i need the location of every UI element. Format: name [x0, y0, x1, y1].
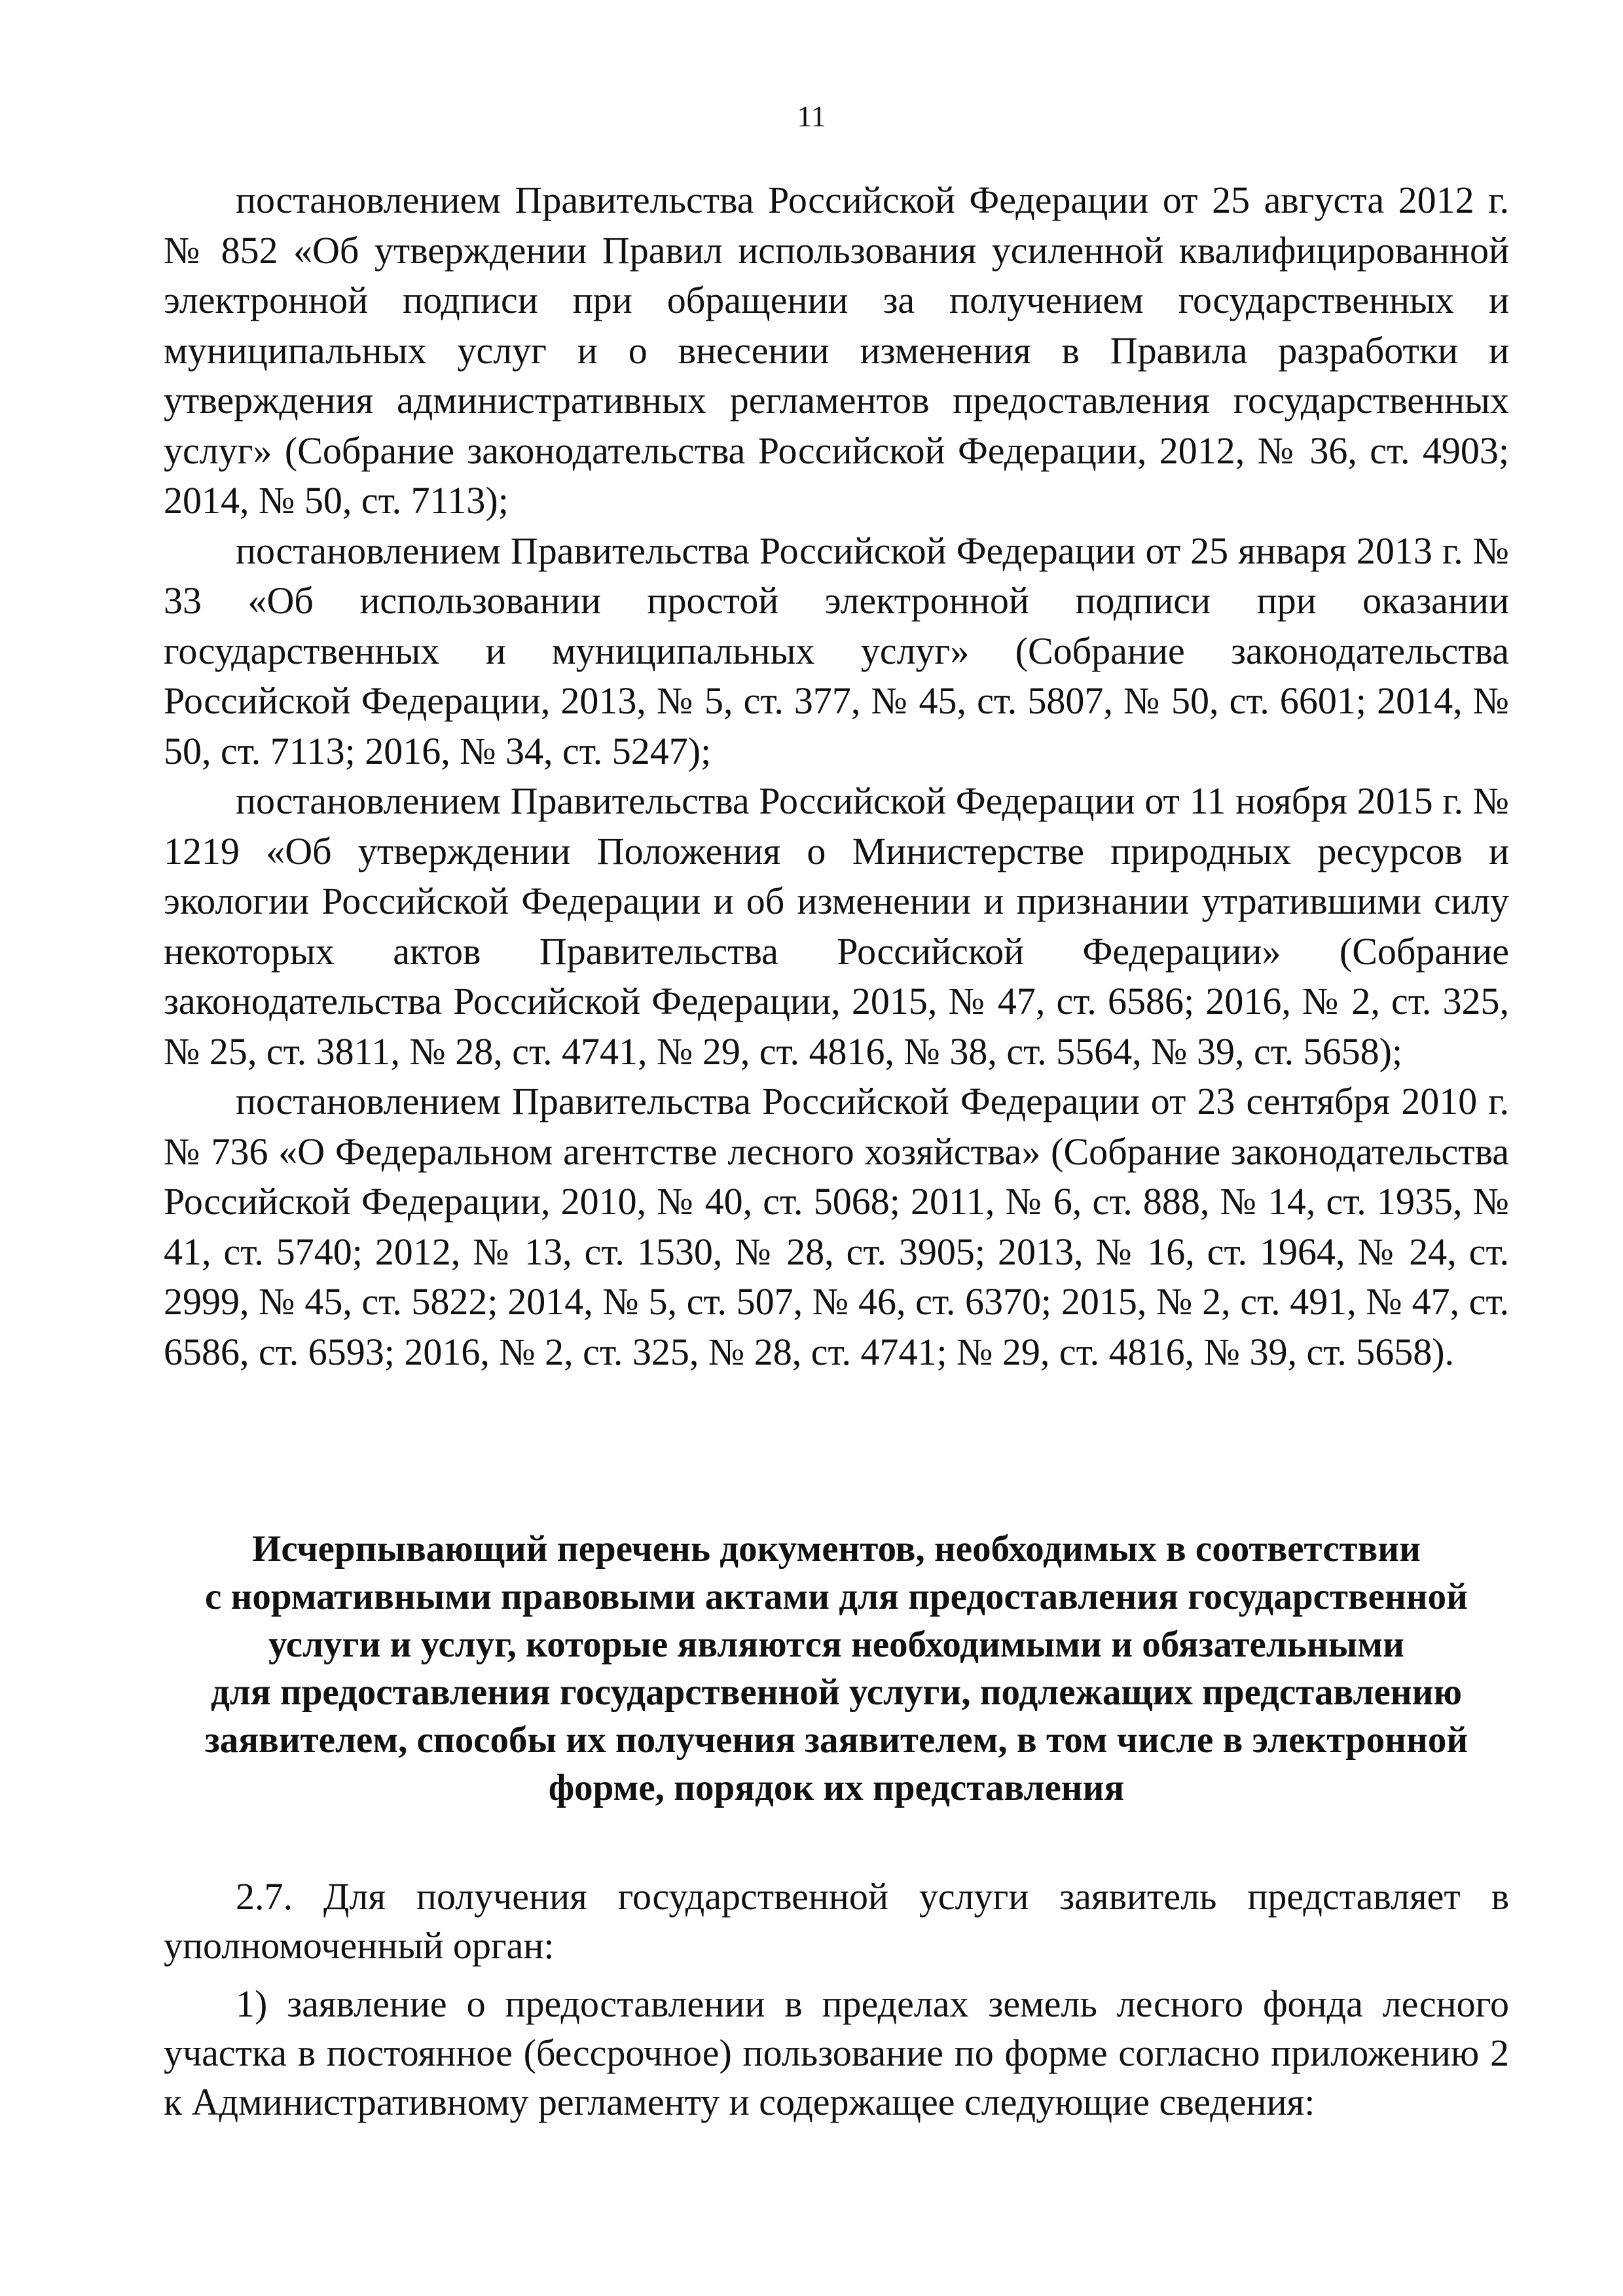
heading-line-1: Исчерпывающий перечень документов, необходимых в соответствии [251, 1528, 1421, 1570]
reference-paragraph-3: постановлением Правительства Российской Федерации от 11 ноября 2015 г. № 1219 «Об утверждении Положения о Министерстве природных ресурсов и экологии Российской Федерации и об изменении и признании утратившими силу некоторых актов Правительства Российской Федерации» (Собрание законодательства Российской Федерации, 2015, № 47, ст. 6586; 2016, № 2, ст. 325, № 25, ст. 3811, № 28, ст. 4741, № 29, ст. 4816, № 38, ст. 5564, № 39, ст. 5658); [164, 780, 1509, 1073]
legal-references [164, 175, 1509, 1377]
heading-line-5: заявителем, способы их получения заявителем, в том числе в электронной [204, 1719, 1468, 1761]
reference-paragraph-2: постановлением Правительства Российской Федерации от 25 января 2013 г. № 33 «Об использовании простой электронной подписи при оказании государственных и муниципальных услуг» (Собрание законодательства Российской Федерации, 2013, № 5, ст. 377, № 45, ст. 5807, № 50, ст. 6601; 2014, № 50, ст. 7113; 2016, № 34, ст. 5247); [164, 529, 1509, 772]
reference-paragraph-4: постановлением Правительства Российской Федерации от 23 сентября 2010 г. № 736 «О Федеральном агентстве лесного хозяйства» (Собрание законодательства Российской Федерации, 2010, № 40, ст. 5068; 2011, № 6, ст. 888, № 14, ст. 1935, № 41, ст. 5740; 2012, № 13, ст. 1530, № 28, ст. 3905; 2013, № 16, ст. 1964, № 24, ст. 2999, № 45, ст. 5822; 2014, № 5, ст. 507, № 46, ст. 6370; 2015, № 2, ст. 491, № 47, ст. 6586, ст. 6593; 2016, № 2, ст. 325, № 28, ст. 4741; № 29, ст. 4816, № 39, ст. 5658). [164, 1080, 1509, 1373]
page-number: 11 [797, 99, 826, 133]
paragraph-2-7: 2.7. Для получения государственной услуги заявитель представляет в уполномоченный орган: [164, 1875, 1509, 1967]
section-2-7 [164, 1872, 1509, 2136]
list-item-1: 1) заявление о предоставлении в пределах земель лесного фонда лесного участка в постоянное (бессрочное) пользование по форме согласно приложению 2 к Административному регламенту и содержащее следующие сведения: [164, 1982, 1509, 2123]
reference-paragraph-1: постановлением Правительства Российской Федерации от 25 августа 2012 г. № 852 «Об утверждении Правил использования усиленной квалифицированной электронной подписи при обращении за получением государственных и муниципальных услуг и о внесении изменения в Правила разработки и утверждения административных регламентов предоставления государственных услуг» (Собрание законодательства Российской Федерации, 2012, № 36, ст. 4903; 2014, № 50, ст. 7113); [164, 179, 1509, 522]
heading-line-6: форме, порядок их представления [548, 1767, 1125, 1808]
section-heading [164, 1525, 1509, 1812]
heading-line-4: для предоставления государственной услуги, подлежащих представлению [210, 1672, 1463, 1713]
heading-line-2: с нормативными правовыми актами для предоставления государственной [204, 1576, 1468, 1617]
heading-line-3: услуги и услуг, которые являются необходимыми и обязательными [268, 1624, 1404, 1665]
